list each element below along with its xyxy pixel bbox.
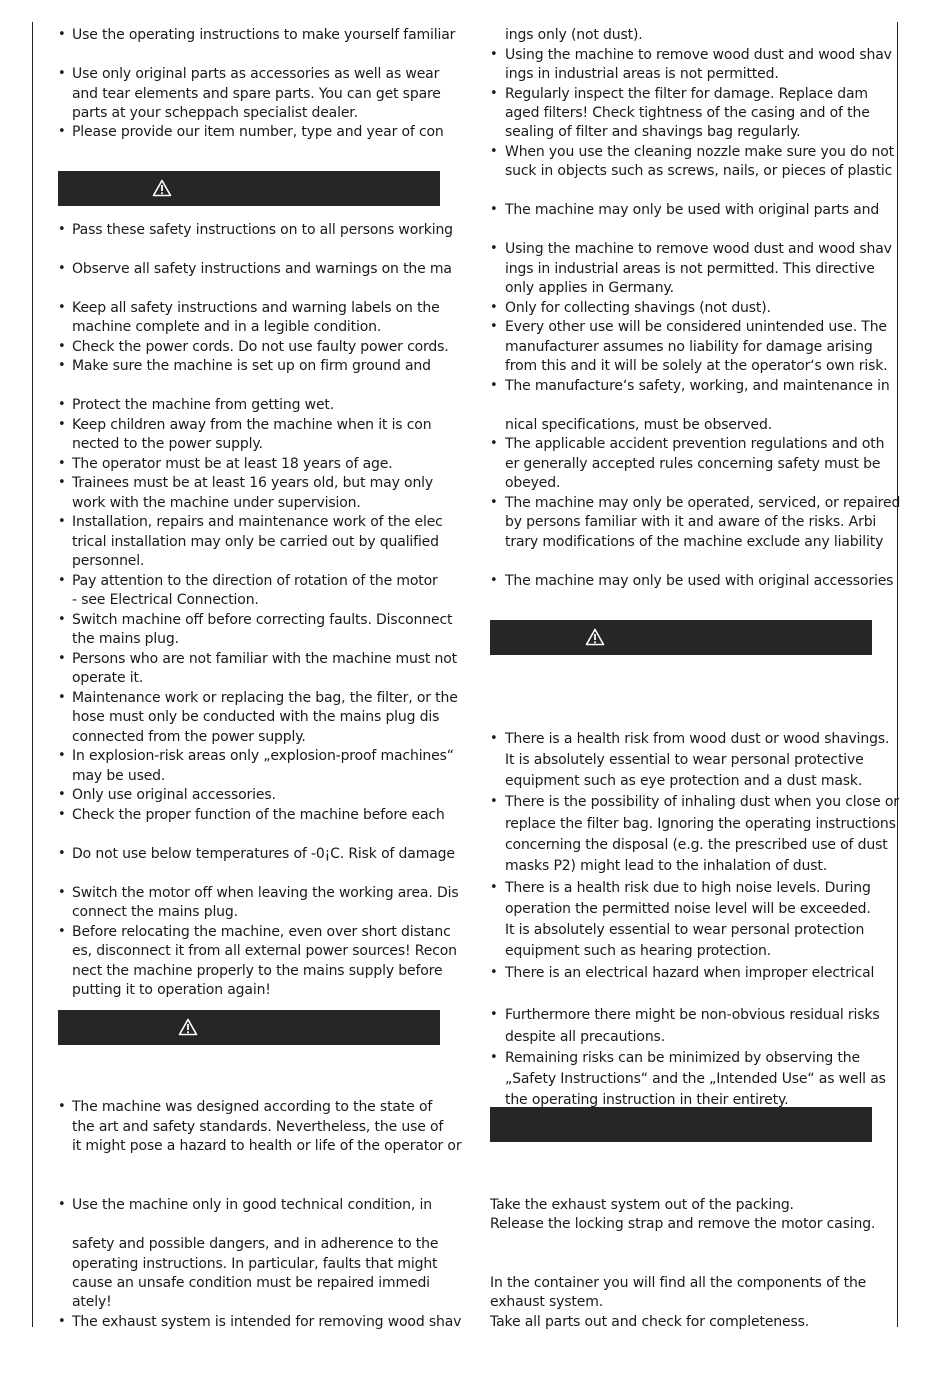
bullet-icon: • <box>58 612 66 627</box>
text-line: machine complete and in a legible condition. <box>72 319 382 335</box>
text-line: The machine may only be operated, serviced, or repaired <box>505 495 901 511</box>
text-line: operate it. <box>72 670 144 686</box>
bullet-icon: • <box>58 846 66 861</box>
bullet-icon: • <box>490 1050 498 1065</box>
safety-header-bar <box>58 171 440 206</box>
bullet-icon: • <box>58 475 66 490</box>
text-line: „Safety Instructions“ and the „Intended Use“ as well as <box>505 1071 886 1087</box>
text-line: ately! <box>72 1294 112 1310</box>
bullet-icon: • <box>490 1007 498 1022</box>
text-line: Using the machine to remove wood dust and wood shav <box>505 241 892 257</box>
text-line: In explosion-risk areas only „explosion-proof machines“ <box>72 748 454 764</box>
text-line: Maintenance work or replacing the bag, the filter, or the <box>72 690 458 706</box>
bullet-icon: • <box>490 880 498 895</box>
text-line: aged filters! Check tightness of the casing and of the <box>505 105 870 121</box>
right-column-rule <box>897 22 898 1327</box>
bullet-icon: • <box>490 86 498 101</box>
bullet-icon: • <box>58 66 66 81</box>
assembly-header-bar <box>490 1107 872 1142</box>
bullet-icon: • <box>58 514 66 529</box>
text-line: equipment such as hearing protection. <box>505 943 772 959</box>
text-line: Keep all safety instructions and warning labels on the <box>72 300 440 316</box>
bullet-icon: • <box>58 651 66 666</box>
text-line: Keep children away from the machine when it is con <box>72 417 432 433</box>
left-column-rule <box>32 22 33 1327</box>
bullet-icon: • <box>58 261 66 276</box>
bullet-icon: • <box>58 124 66 139</box>
bullet-icon: • <box>58 924 66 939</box>
text-line: The machine may only be used with original parts and <box>505 202 880 218</box>
text-line: Use only original parts as accessories as well as wear <box>72 66 440 82</box>
text-line: suck in objects such as screws, nails, or pieces of plastic <box>505 163 893 179</box>
text-line: Regularly inspect the filter for damage. Replace dam <box>505 86 868 102</box>
text-line: and tear elements and spare parts. You can get spare <box>72 86 441 102</box>
text-line: Make sure the machine is set up on firm ground and <box>72 358 431 374</box>
text-line: hose must only be conducted with the mains plug dis <box>72 709 440 725</box>
text-line: Observe all safety instructions and warnings on the ma <box>72 261 452 277</box>
text-line: work with the machine under supervision. <box>72 495 361 511</box>
text-line: Persons who are not familiar with the machine must not <box>72 651 457 667</box>
bullet-icon: • <box>58 222 66 237</box>
text-line: - see Electrical Connection. <box>72 592 259 608</box>
text-line: obeyed. <box>505 475 561 491</box>
text-line: personnel. <box>72 553 145 569</box>
warning-triangle-icon <box>178 1018 198 1036</box>
bullet-icon: • <box>58 1197 66 1212</box>
text-line: only applies in Germany. <box>505 280 674 296</box>
text-line: the mains plug. <box>72 631 179 647</box>
bullet-icon: • <box>58 748 66 763</box>
text-line: sealing of filter and shavings bag regularly. <box>505 124 801 140</box>
text-line: manufacturer assumes no liability for damage arising <box>505 339 873 355</box>
bullet-icon: • <box>490 965 498 980</box>
text-line: Every other use will be considered unintended use. The <box>505 319 887 335</box>
text-line: parts at your scheppach specialist dealer. <box>72 105 358 121</box>
bullet-icon: • <box>58 358 66 373</box>
bullet-icon: • <box>490 731 498 746</box>
text-line: equipment such as eye protection and a dust mask. <box>505 773 863 789</box>
text-line: It is absolutely essential to wear personal protection <box>505 922 865 938</box>
text-line: The machine was designed according to the state of <box>72 1099 433 1115</box>
text-line: Only for collecting shavings (not dust). <box>505 300 771 316</box>
text-line: The manufacture‘s safety, working, and maintenance in <box>505 378 890 394</box>
text-line: It is absolutely essential to wear personal protective <box>505 752 864 768</box>
text-line: safety and possible dangers, and in adherence to the <box>72 1236 439 1252</box>
text-line: operation the permitted noise level will be exceeded. <box>505 901 871 917</box>
text-line: es, disconnect it from all external power sources! Recon <box>72 943 457 959</box>
bullet-icon: • <box>58 885 66 900</box>
text-line: ings in industrial areas is not permitted. This directive <box>505 261 875 277</box>
text-line: it might pose a hazard to health or life of the operator or <box>72 1138 462 1154</box>
bullet-icon: • <box>58 300 66 315</box>
text-line: There is a health risk from wood dust or wood shavings. <box>505 731 890 747</box>
text-line: putting it to operation again! <box>72 982 271 998</box>
bullet-icon: • <box>58 456 66 471</box>
bullet-icon: • <box>490 573 498 588</box>
warning-triangle-icon <box>152 179 172 197</box>
bullet-icon: • <box>490 300 498 315</box>
bullet-icon: • <box>58 1314 66 1329</box>
text-line: Release the locking strap and remove the motor casing. <box>490 1216 876 1232</box>
bullet-icon: • <box>58 417 66 432</box>
bullet-icon: • <box>490 378 498 393</box>
text-line: The applicable accident prevention regulations and oth <box>505 436 885 452</box>
text-line: There is an electrical hazard when improper electrical <box>505 965 875 981</box>
text-line: Before relocating the machine, even over short distanc <box>72 924 451 940</box>
bullet-icon: • <box>58 690 66 705</box>
text-line: exhaust system. <box>490 1294 604 1310</box>
bullet-icon: • <box>490 47 498 62</box>
text-line: Please provide our item number, type and year of con <box>72 124 444 140</box>
text-line: Installation, repairs and maintenance work of the elec <box>72 514 443 530</box>
text-line: Use the machine only in good technical condition, in <box>72 1197 432 1213</box>
text-line: Use the operating instructions to make yourself familiar <box>72 27 456 43</box>
text-line: Take the exhaust system out of the packing. <box>490 1197 794 1213</box>
bullet-icon: • <box>490 144 498 159</box>
intended-use-header-bar <box>58 1010 440 1045</box>
residual-risks-header-bar <box>490 620 872 655</box>
text-line: Switch the motor off when leaving the working area. Dis <box>72 885 459 901</box>
bullet-icon: • <box>490 241 498 256</box>
text-line: er generally accepted rules concerning safety must be <box>505 456 881 472</box>
text-line: concerning the disposal (e.g. the prescribed use of dust <box>505 837 888 853</box>
bullet-icon: • <box>490 794 498 809</box>
text-line: ings only (not dust). <box>505 27 643 43</box>
bullet-icon: • <box>58 1099 66 1114</box>
text-line: trical installation may only be carried out by qualified <box>72 534 439 550</box>
text-line: The exhaust system is intended for removing wood shav <box>72 1314 462 1330</box>
text-line: When you use the cleaning nozzle make sure you do not <box>505 144 894 160</box>
text-line: Pass these safety instructions on to all persons working <box>72 222 453 238</box>
text-line: the operating instruction in their entirety. <box>505 1092 789 1108</box>
bullet-icon: • <box>490 495 498 510</box>
text-line: There is the possibility of inhaling dust when you close or <box>505 794 899 810</box>
text-line: Trainees must be at least 16 years old, but may only <box>72 475 434 491</box>
warning-triangle-icon <box>585 628 605 646</box>
text-line: Pay attention to the direction of rotation of the motor <box>72 573 438 589</box>
text-line: Only use original accessories. <box>72 787 276 803</box>
text-line: by persons familiar with it and aware of the risks. Arbi <box>505 514 877 530</box>
text-line: Protect the machine from getting wet. <box>72 397 335 413</box>
text-line: There is a health risk due to high noise levels. During <box>505 880 871 896</box>
text-line: Check the power cords. Do not use faulty power cords. <box>72 339 449 355</box>
bullet-icon: • <box>58 573 66 588</box>
bullet-icon: • <box>490 319 498 334</box>
text-line: nical specifications, must be observed. <box>505 417 773 433</box>
text-line: operating instructions. In particular, faults that might <box>72 1256 438 1272</box>
text-line: trary modifications of the machine exclude any liability <box>505 534 884 550</box>
text-line: Check the proper function of the machine before each <box>72 807 445 823</box>
text-line: masks P2) might lead to the inhalation of dust. <box>505 858 828 874</box>
text-line: connect the mains plug. <box>72 904 238 920</box>
text-line: In the container you will find all the components of the <box>490 1275 867 1291</box>
text-line: Take all parts out and check for completeness. <box>490 1314 810 1330</box>
text-line: The machine may only be used with original accessories <box>505 573 894 589</box>
bullet-icon: • <box>490 202 498 217</box>
bullet-icon: • <box>58 397 66 412</box>
text-line: replace the filter bag. Ignoring the operating instructions <box>505 816 896 832</box>
text-line: Do not use below temperatures of -0¡C. Risk of damage <box>72 846 455 862</box>
text-line: the art and safety standards. Nevertheless, the use of <box>72 1119 444 1135</box>
text-line: Furthermore there might be non-obvious residual risks <box>505 1007 880 1023</box>
text-line: ings in industrial areas is not permitted. <box>505 66 779 82</box>
bullet-icon: • <box>58 807 66 822</box>
text-line: Switch machine off before correcting faults. Disconnect <box>72 612 453 628</box>
bullet-icon: • <box>58 339 66 354</box>
text-line: Using the machine to remove wood dust and wood shav <box>505 47 892 63</box>
text-line: The operator must be at least 18 years of age. <box>72 456 393 472</box>
bullet-icon: • <box>490 436 498 451</box>
text-line: nect the machine properly to the mains supply before <box>72 963 443 979</box>
text-line: from this and it will be solely at the operator‘s own risk. <box>505 358 888 374</box>
text-line: nected to the power supply. <box>72 436 263 452</box>
text-line: cause an unsafe condition must be repaired immedi <box>72 1275 430 1291</box>
bullet-icon: • <box>58 787 66 802</box>
text-line: Remaining risks can be minimized by observing the <box>505 1050 860 1066</box>
bullet-icon: • <box>58 27 66 42</box>
text-line: despite all precautions. <box>505 1029 665 1045</box>
text-line: may be used. <box>72 768 166 784</box>
text-line: connected from the power supply. <box>72 729 306 745</box>
